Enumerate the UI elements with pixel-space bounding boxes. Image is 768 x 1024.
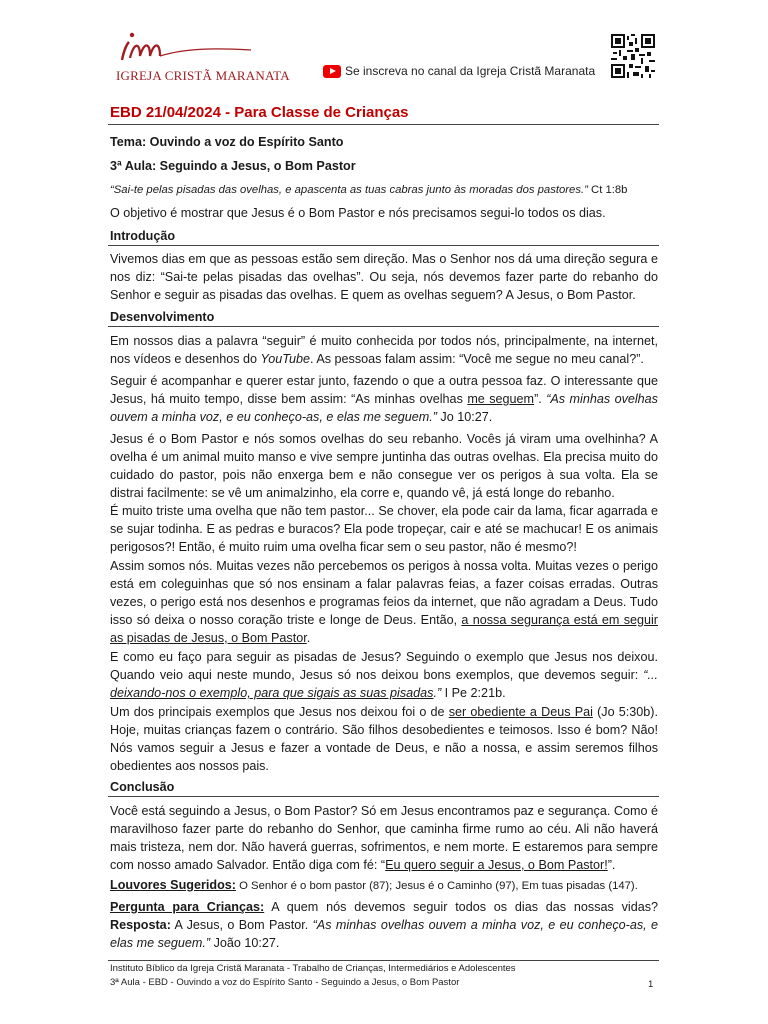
youtube-term: YouTube (260, 352, 311, 366)
verse-quote: “As minhas ovelhas ouvem a minha voz, e eu conheço-as, e elas me seguem.” (110, 918, 658, 950)
header (108, 30, 659, 90)
pergunta-text: A quem nós devemos seguir todos os dias das nossas vidas? (264, 900, 658, 914)
im-logo-mark-icon (116, 30, 256, 68)
resposta-text: A Jesus, o Bom Pastor. (170, 918, 313, 932)
louvores-label: Louvores Sugeridos: (110, 878, 236, 892)
lesson-objective: O objetivo é mostrar que Jesus é o Bom Pastor e nós precisamos segui-lo todos os dias. (110, 206, 606, 220)
paragraph-text: ”. (607, 858, 616, 872)
paragraph-text: . (306, 631, 311, 645)
paragraph-text: Um dos principais exemplos que Jesus nos deixou foi o de (110, 705, 449, 719)
section-heading-introducao: Introdução (110, 229, 176, 243)
document-page (108, 0, 659, 1024)
desenvolvimento-paragraph (110, 332, 658, 368)
underlined-text: me seguem (467, 392, 535, 406)
paragraph-text: Assim somos nós. Muitas vezes não percebemos os perigos à nossa volta. Muitas vezes o perigo está em coleguinhas que só nos ensinam a falar palavras feias, a fazer coisas erradas. Outras vezes, o perigo está nos desenhos e programas feios da internet, que não agradam a Deus. Tudo isso só deixa o nosso coração triste e longe de Deus. Então, (110, 559, 658, 627)
paragraph-text: Em nossos dias a palavra “seguir” é muito conhecida por todos nós, principalmente, na internet, nos vídeos e desenhos do (110, 334, 658, 366)
louvores-sugeridos (110, 876, 658, 895)
paragraph-text: E como eu faço para seguir as pisadas de Jesus? Seguindo o exemplo que Jesus nos deixou. Quando veio aqui neste mundo, Jesus só nos deixou bons exemplos, que devemos seguir: (110, 650, 658, 682)
page-number: 1 (648, 979, 654, 990)
youtube-icon (323, 65, 341, 78)
paragraph-text: (Jo 5:30b). Hoje, muitas crianças fazem o contrário. São filhos desobedientes e teimosos. Isso é bom? Não! Nós vamos seguir a Jesus e fazer a vontade de Deus, e não a nossa, e assim seremos filhos obedientes aos nossos pais. (110, 705, 658, 773)
underlined-text: Eu quero seguir a Jesus, o Bom Pastor! (385, 858, 608, 872)
underlined-text: ser obediente a Deus Pai (448, 705, 593, 719)
church-logo (116, 30, 290, 85)
underlined-text: a nossa segurança está em seguir as pisadas de Jesus, o Bom Pastor (110, 613, 658, 645)
section-divider (108, 245, 659, 246)
paragraph-text: Seguir é acompanhar e querer estar junto, fazendo o que a outra pessoa faz. O interessante que Jesus, há muito tempo, disse bem assim: “As minhas ovelhas (110, 374, 658, 406)
pergunta-label: Pergunta para Crianças: (110, 900, 265, 914)
desenvolvimento-paragraph (110, 372, 658, 426)
section-heading-conclusao: Conclusão (110, 780, 175, 794)
paragraph-text: ”. (534, 392, 547, 406)
verse-quote: “As minhas ovelhas ouvem a minha voz, e eu conheço-as, e elas me seguem.” (110, 392, 658, 424)
qr-code-icon[interactable] (611, 34, 655, 78)
desenvolvimento-paragraph (110, 703, 658, 775)
lesson-title: 3ª Aula: Seguindo a Jesus, o Bom Pastor (110, 159, 356, 173)
desenvolvimento-paragraph: Jesus é o Bom Pastor e nós somos ovelhas do seu rebanho. Vocês já viram uma ovelhinha? A ovelha é um animal muito manso e vive sempre juntinha das outras ovelhas. Ela precisa muito do cuidado do pastor, pois não enxerga bem e não consegue ver os perigos à sua volta. Ela se distrai facilmente: se vê um animalzinho, ela corre e, quando vê, já está longe do rebanho. (110, 432, 658, 500)
title-divider (108, 124, 659, 125)
paragraph-text: Você está seguindo a Jesus, o Bom Pastor? Só em Jesus encontramos paz e segurança. Como é maravilhoso fazer parte do rebanho do Senhor, que caminha firme rumo ao céu. Ali não haverá mais tristeza, nem dor. Não haverá guerras, sofrimentos, e nem morte. E estaremos para sempre com nosso amado Salvador. Então diga com fé: “ (110, 804, 658, 872)
desenvolvimento-paragraph (110, 557, 658, 647)
footer-divider (108, 960, 659, 961)
paragraph-text: . As pessoas falam assim: “Você me segue no meu canal?”. (310, 352, 644, 366)
key-verse (110, 181, 658, 199)
youtube-subscribe-text: Se inscreva no canal da Igreja Cristã Maranata (345, 64, 596, 78)
section-divider (108, 796, 659, 797)
verse-ref: João 10:27. (210, 936, 280, 950)
introducao-text: Vivemos dias em que as pessoas estão sem direção. Mas o Senhor nos dá uma direção segura e nos diz: “Sai-te pelas pisadas das ovelhas”. Ou seja, nós devemos fazer parte do rebanho do Senhor e seguir as pisadas das ovelhas. E quem as ovelhas seguem? A Jesus, o Bom Pastor. (110, 252, 658, 302)
youtube-subscribe-link[interactable] (323, 64, 595, 78)
louvores-text: O Senhor é o bom pastor (87); Jesus é o Caminho (97), Em tuas pisadas (147). (235, 880, 638, 892)
footer-line-2: 3ª Aula - EBD - Ouvindo a voz do Espírito Santo - Seguindo a Jesus, o Bom Pastor (110, 977, 460, 988)
conclusao-text (110, 802, 658, 874)
desenvolvimento-paragraph (110, 648, 658, 702)
desenvolvimento-paragraph: É muito triste uma ovelha que não tem pastor... Se chover, ela pode cair da lama, ficar agarrada e se sujar todinha. E as pedras e buracos? Ela pode tropeçar, cair e até se machucar! E os animais perigosos?! Então, é muito ruim uma ovelha ficar sem o seu pastor, não é mesmo?! (110, 504, 658, 554)
verse-quote-underlined: deixando-nos o exemplo, para que sigais as suas pisadas (110, 686, 434, 700)
resposta-label: Resposta: (110, 918, 171, 932)
footer-line-1: Instituto Bíblico da Igreja Cristã Maranata - Trabalho de Crianças, Intermediários e Adolescentes (110, 963, 516, 974)
pergunta-para-criancas (110, 898, 658, 952)
page-title: EBD 21/04/2024 - Para Classe de Crianças (110, 104, 409, 121)
section-divider (108, 326, 659, 327)
verse-ref: I Pe 2:21b. (441, 686, 506, 700)
key-verse-text: “Sai-te pelas pisadas das ovelhas, e apascenta as tuas cabras junto às moradas dos pastores.” (110, 184, 588, 196)
verse-quote: .” (433, 686, 442, 700)
lesson-theme: Tema: Ouvindo a voz do Espírito Santo (110, 135, 344, 149)
key-verse-ref: Ct 1:8b (587, 184, 628, 196)
section-heading-desenvolvimento: Desenvolvimento (110, 310, 215, 324)
church-name: IGREJA CRISTÃ MARANATA (116, 68, 290, 83)
verse-quote: “... (643, 668, 658, 682)
verse-ref: Jo 10:27. (436, 410, 493, 424)
